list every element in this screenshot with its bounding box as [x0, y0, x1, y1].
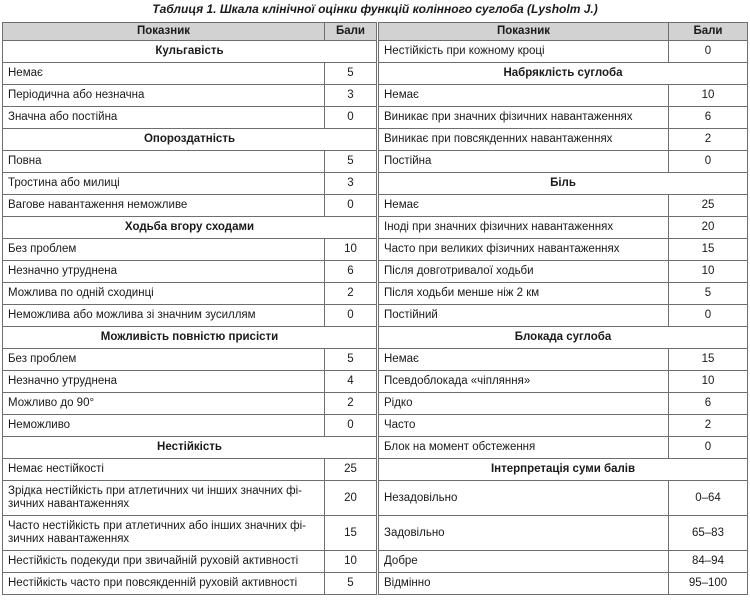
- right-score-cell: 65–83: [669, 516, 748, 551]
- right-score-cell: 0–64: [669, 481, 748, 516]
- right-score-cell: 15: [669, 349, 748, 371]
- right-indicator-cell: Постійна: [379, 151, 669, 173]
- header-left-score: Бали: [325, 23, 377, 41]
- left-section-heading: Кульгавість: [3, 41, 377, 63]
- left-score-cell: 0: [325, 107, 377, 129]
- right-indicator-cell: Псевдоблокада «чіпляння»: [379, 371, 669, 393]
- left-indicator-cell: Незначно утруднена: [3, 261, 325, 283]
- right-score-cell: 5: [669, 283, 748, 305]
- table-row: [3, 437, 748, 459]
- right-score-cell: 2: [669, 129, 748, 151]
- table-row: [3, 283, 748, 305]
- left-indicator-cell: Немає нестійкості: [3, 459, 325, 481]
- right-score-cell: 0: [669, 151, 748, 173]
- right-section-heading: Біль: [379, 173, 748, 195]
- left-score-cell: 0: [325, 415, 377, 437]
- header-right-indicator: Показник: [379, 23, 669, 41]
- table-row: [3, 551, 748, 573]
- right-score-cell: 15: [669, 239, 748, 261]
- right-score-cell: 10: [669, 261, 748, 283]
- left-score-cell: 20: [325, 481, 377, 516]
- left-score-cell: 25: [325, 459, 377, 481]
- table-row: [3, 573, 748, 595]
- left-indicator-cell: Зрідка нестійкість при атлетичних чи інших значних фі- зичних навантаженнях: [3, 481, 325, 516]
- right-score-cell: 0: [669, 41, 748, 63]
- lysholm-scale-table: [2, 22, 748, 595]
- left-indicator-cell: Значна або постійна: [3, 107, 325, 129]
- left-score-cell: 5: [325, 63, 377, 85]
- table-row: [3, 107, 748, 129]
- left-indicator-cell: Нестійкість подекуди при звичайній руховій активності: [3, 551, 325, 573]
- left-indicator-cell: Вагове навантаження неможливе: [3, 195, 325, 217]
- right-score-cell: 6: [669, 393, 748, 415]
- right-score-cell: 2: [669, 415, 748, 437]
- table-row: [3, 516, 748, 551]
- right-score-cell: 20: [669, 217, 748, 239]
- table-row: [3, 327, 748, 349]
- right-score-cell: 84–94: [669, 551, 748, 573]
- header-left-indicator: Показник: [3, 23, 325, 41]
- table-row: [3, 63, 748, 85]
- table-row: [3, 481, 748, 516]
- left-indicator-cell: Повна: [3, 151, 325, 173]
- right-section-heading: Блокада суглоба: [379, 327, 748, 349]
- table-row: [3, 459, 748, 481]
- left-score-cell: 0: [325, 305, 377, 327]
- left-section-heading: Ходьба вгору сходами: [3, 217, 377, 239]
- left-score-cell: 0: [325, 195, 377, 217]
- right-indicator-cell: Немає: [379, 349, 669, 371]
- right-section-heading: Набряклість суглоба: [379, 63, 748, 85]
- right-indicator-cell: Нестійкість при кожному кроці: [379, 41, 669, 63]
- right-indicator-cell: Іноді при значних фізичних навантаженнях: [379, 217, 669, 239]
- right-indicator-cell: Виникає при повсякденних навантаженнях: [379, 129, 669, 151]
- table-row: [3, 393, 748, 415]
- right-score-cell: 0: [669, 305, 748, 327]
- table-row: [3, 261, 748, 283]
- right-indicator-cell: Виникає при значних фізичних навантаженнях: [379, 107, 669, 129]
- left-score-cell: 4: [325, 371, 377, 393]
- table-row: [3, 349, 748, 371]
- left-score-cell: 6: [325, 261, 377, 283]
- left-indicator-cell: Неможливо: [3, 415, 325, 437]
- table-caption: Таблиця 1. Шкала клінічної оцінки функцій колінного суглоба (Lysholm J.): [152, 2, 598, 16]
- table-row: [3, 85, 748, 107]
- left-score-cell: 2: [325, 393, 377, 415]
- table-header-row: [3, 23, 748, 41]
- header-right-score: Бали: [669, 23, 748, 41]
- left-score-cell: 5: [325, 573, 377, 595]
- left-score-cell: 5: [325, 151, 377, 173]
- left-score-cell: 2: [325, 283, 377, 305]
- right-score-cell: 95–100: [669, 573, 748, 595]
- right-indicator-cell: Немає: [379, 195, 669, 217]
- left-score-cell: 15: [325, 516, 377, 551]
- left-indicator-cell: Без проблем: [3, 349, 325, 371]
- left-indicator-cell: Без проблем: [3, 239, 325, 261]
- left-indicator-cell: Можливо до 90°: [3, 393, 325, 415]
- right-indicator-cell: Часто: [379, 415, 669, 437]
- left-indicator-cell: Немає: [3, 63, 325, 85]
- left-score-cell: 10: [325, 551, 377, 573]
- left-score-cell: 5: [325, 349, 377, 371]
- right-indicator-cell: Постійний: [379, 305, 669, 327]
- right-score-cell: 10: [669, 85, 748, 107]
- table-row: [3, 371, 748, 393]
- right-indicator-cell: Добре: [379, 551, 669, 573]
- right-score-cell: 6: [669, 107, 748, 129]
- left-score-cell: 3: [325, 173, 377, 195]
- left-section-heading: Опороздатність: [3, 129, 377, 151]
- table-row: [3, 305, 748, 327]
- table-row: [3, 151, 748, 173]
- table-row: [3, 195, 748, 217]
- table-row: [3, 173, 748, 195]
- left-indicator-cell: Часто нестійкість при атлетичних або інших значних фі- зичних навантаженнях: [3, 516, 325, 551]
- right-section-heading: Інтерпретація суми балів: [379, 459, 748, 481]
- right-indicator-cell: Часто при великих фізичних навантаженнях: [379, 239, 669, 261]
- right-score-cell: 0: [669, 437, 748, 459]
- left-score-cell: 10: [325, 239, 377, 261]
- right-indicator-cell: Блок на момент обстеження: [379, 437, 669, 459]
- table-row: [3, 217, 748, 239]
- left-score-cell: 3: [325, 85, 377, 107]
- right-indicator-cell: Відмінно: [379, 573, 669, 595]
- left-indicator-cell: Періодична або незначна: [3, 85, 325, 107]
- right-score-cell: 25: [669, 195, 748, 217]
- left-indicator-cell: Неможлива або можлива зі значним зусиллям: [3, 305, 325, 327]
- right-indicator-cell: Задовільно: [379, 516, 669, 551]
- left-section-heading: Нестійкість: [3, 437, 377, 459]
- table-row: [3, 129, 748, 151]
- right-indicator-cell: Немає: [379, 85, 669, 107]
- right-score-cell: 10: [669, 371, 748, 393]
- right-indicator-cell: Рідко: [379, 393, 669, 415]
- table-row: [3, 41, 748, 63]
- right-indicator-cell: Після довготривалої ходьби: [379, 261, 669, 283]
- left-indicator-cell: Тростина або милиці: [3, 173, 325, 195]
- table-row: [3, 239, 748, 261]
- left-section-heading: Можливість повністю присісти: [3, 327, 377, 349]
- table-body: [3, 41, 748, 595]
- table-row: [3, 415, 748, 437]
- left-indicator-cell: Незначно утруднена: [3, 371, 325, 393]
- left-indicator-cell: Нестійкість часто при повсякденній руховій активності: [3, 573, 325, 595]
- right-indicator-cell: Після ходьби менше ніж 2 км: [379, 283, 669, 305]
- left-indicator-cell: Можлива по одній сходинці: [3, 283, 325, 305]
- right-indicator-cell: Незадовільно: [379, 481, 669, 516]
